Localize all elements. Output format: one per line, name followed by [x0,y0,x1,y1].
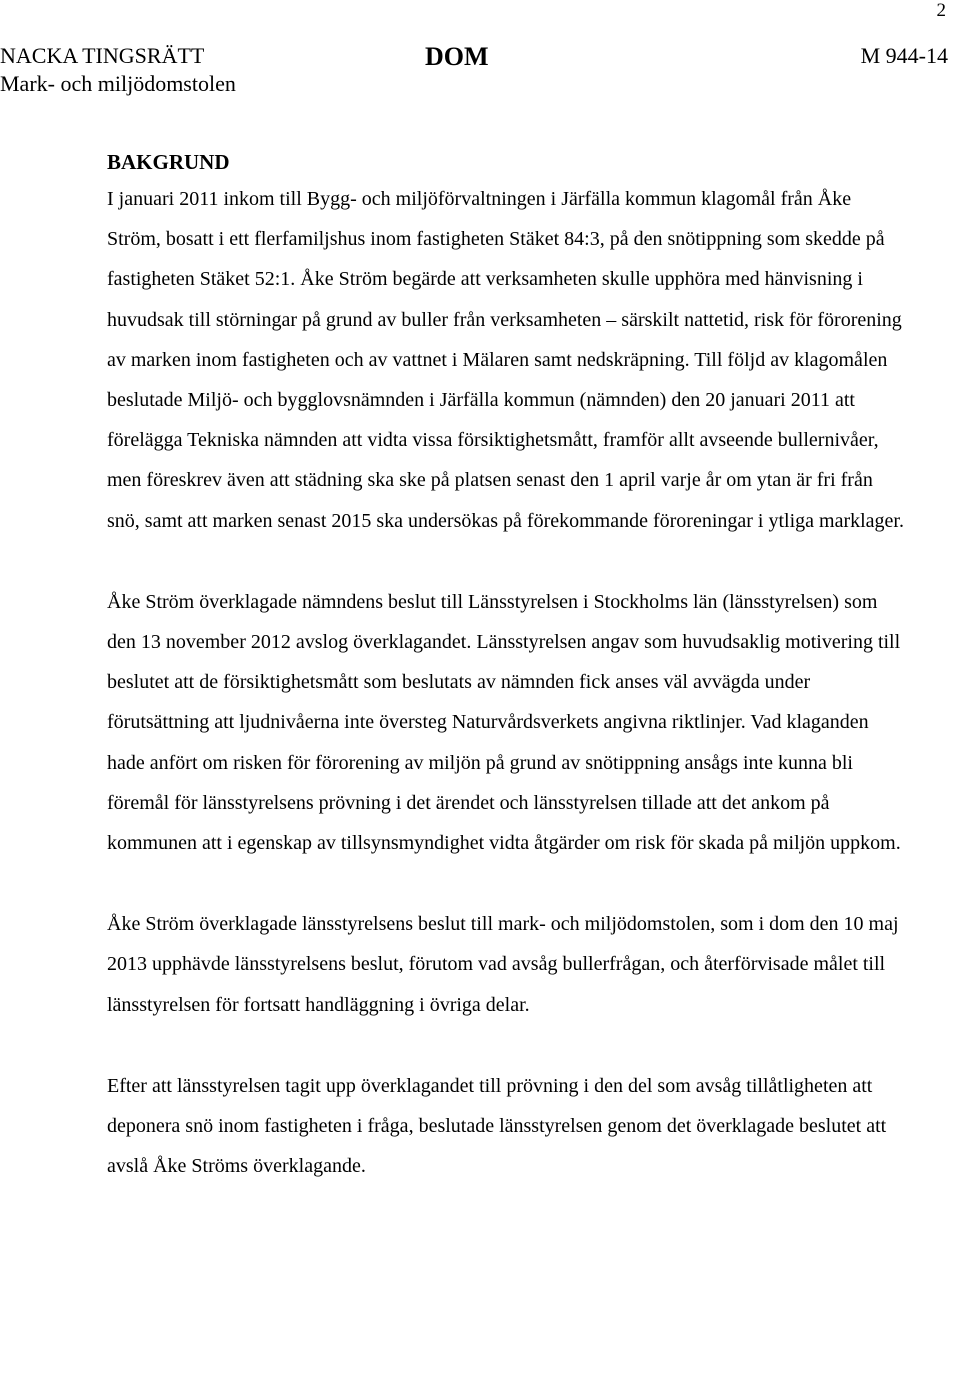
paragraph: Efter att länsstyrelsen tagit upp överklagandet till prövning i den del som avsåg tillåtligheten att deponera snö inom fastigheten i fråga, beslutade länsstyrelsen genom det överklagade beslutet att avslå Åke Ströms överklagande. [107,1074,887,1178]
section-heading: BAKGRUND [107,150,230,174]
paragraph: I januari 2011 inkom till Bygg- och miljöförvaltningen i Järfälla kommun klagomål från Åke Ström, bosatt i ett flerfamiljshus inom fastigheten Stäket 84:3, på den snötippning som skedde på fastigheten Stäket 52:1. Åke Ström begärde att verksamheten skulle upphöra med hänvisning i huvudsak till störningar på grund av buller från verksamheten – särskilt nattetid, risk för förorening av marken inom fastigheten och av vattnet i Mälaren samt nedskräpning. Till följd av klagomålen beslutade Miljö- och bygglovsnämnden i Järfälla kommun (nämnden) den 20 januari 2011 att förelägga Tekniska nämnden att vidta vissa försiktighetsmått, framför allt avseende bullernivåer, men föreskrev även att städning ska ske på platsen senast den 1 april varje år om ytan är fri från snö, samt att marken senast 2015 ska undersökas på förekommande föroreningar i ytliga marklager. [107,188,904,532]
paragraph: Åke Ström överklagade nämndens beslut till Länsstyrelsen i Stockholms län (länsstyrelsen) som den 13 november 2012 avslog överklagandet. Länsstyrelsen angav som huvudsaklig motivering till beslutet att de försiktighetsmått som beslutats av nämnden fick anses väl avvägda under förutsättning att ljudnivåerna inte översteg Naturvårdsverkets angivna riktlinjer. Vad klaganden hade anfört om risken för förorening av miljön på grund av snötippning ansågs inte kunna bli föremål för länsstyrelsens prövning i det ärendet och länsstyrelsen tillade att det ankom på kommunen att i egenskap av tillsynsmyndighet vidta åtgärder om risk för skada på miljön uppkom. [107,590,901,855]
court-name: NACKA TINGSRÄTT [0,43,205,68]
case-number: M 944-14 [860,43,948,68]
document-header [0,42,960,98]
court-department: Mark- och miljödomstolen [0,71,236,96]
document-type: DOM [425,42,489,71]
paragraph: Åke Ström överklagade länsstyrelsens beslut till mark- och miljödomstolen, som i dom den 10 maj 2013 upphävde länsstyrelsens beslut, förutom vad avsåg bullerfrågan, och återförvisade målet till länsstyrelsen för fortsatt handläggning i övriga delar. [107,913,899,1016]
page-number: 2 [936,0,946,21]
document-body [107,146,907,1186]
